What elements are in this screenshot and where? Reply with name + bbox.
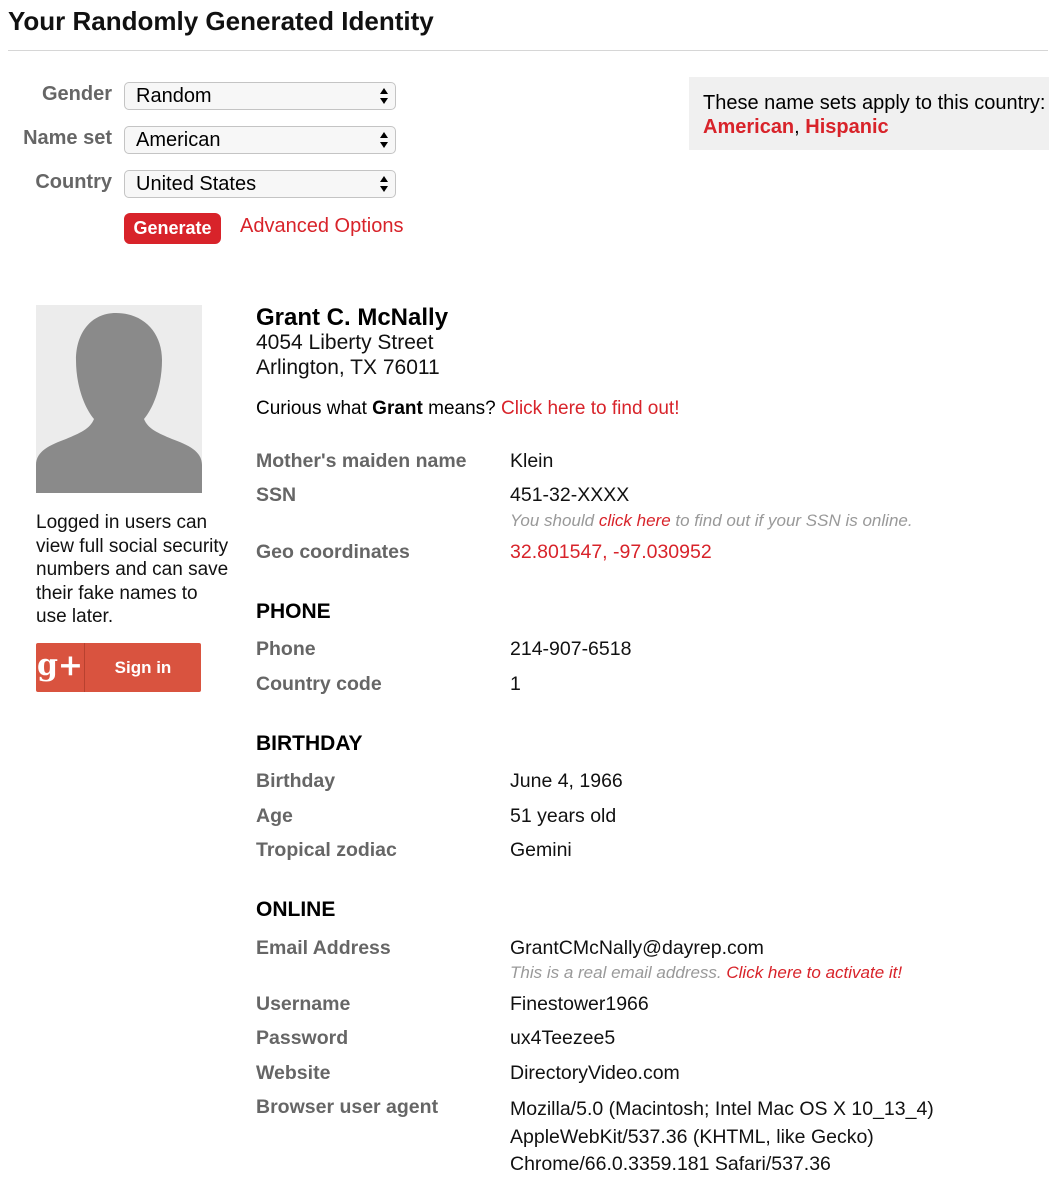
zodiac-value: Gemini (510, 839, 572, 861)
ssn-label: SSN (256, 484, 297, 506)
generate-button[interactable]: Generate (124, 213, 221, 244)
nameset-link-american[interactable]: American (703, 116, 795, 138)
gender-select-value: Random (136, 85, 212, 107)
password-label: Password (256, 1027, 349, 1049)
birthday-label: Birthday (256, 770, 336, 792)
nameset-separator: , (794, 116, 806, 138)
address-city: Arlington, TX 76011 (256, 356, 440, 379)
maiden-name-value: Klein (510, 450, 554, 472)
user-agent-value: Mozilla/5.0 (Macintosh; Intel Mac OS X 10_13_4) AppleWebKit/537.36 (KHTML, like Gecko) Chrome/66.0.3359.181 Safari/537.36 (510, 1098, 934, 1175)
google-signin-button[interactable] (36, 643, 201, 692)
gender-label: Gender (41, 83, 112, 105)
ssn-value: 451-32-XXXX (510, 484, 630, 506)
zodiac-label: Tropical zodiac (256, 839, 397, 861)
ssn-hint-prefix: You should (510, 511, 599, 530)
username-value: Finestower1966 (510, 993, 649, 1015)
birthday-value: June 4, 1966 (510, 770, 623, 792)
updown-arrows-icon (379, 86, 389, 106)
gender-select[interactable] (124, 82, 396, 110)
email-value: GrantCMcNally@dayrep.com (510, 937, 764, 959)
address-street: 4054 Liberty Street (256, 331, 434, 354)
nameset-link-hispanic[interactable]: Hispanic (805, 116, 889, 138)
advanced-options-link[interactable]: Advanced Options (240, 215, 404, 237)
country-namesets-box (689, 77, 1049, 150)
email-activate-link[interactable]: Click here to activate it! (726, 963, 903, 982)
ssn-check-link[interactable]: click here (598, 511, 671, 530)
nameset-select-value: American (136, 129, 221, 151)
phone-heading: PHONE (256, 600, 331, 623)
avatar (36, 305, 202, 493)
website-value: DirectoryVideo.com (510, 1062, 680, 1084)
name-meaning-link[interactable]: Click here to find out! (501, 398, 680, 419)
country-select[interactable] (124, 170, 396, 198)
country-code-label: Country code (256, 673, 382, 695)
username-label: Username (256, 993, 351, 1015)
updown-arrows-icon (379, 174, 389, 194)
silhouette-icon (36, 305, 202, 493)
signin-label: Sign in (114, 658, 172, 677)
curious-prefix: Curious what (256, 398, 373, 419)
nameset-select[interactable] (124, 126, 396, 154)
country-namesets-text: These name sets apply to this country: (703, 92, 1046, 114)
country-code-value: 1 (510, 673, 521, 695)
country-label: Country (35, 171, 112, 193)
title-divider (8, 50, 1048, 51)
user-agent-label: Browser user agent (256, 1096, 439, 1118)
login-note: Logged in users can view full social security numbers and can save their fake names to use later. (36, 512, 229, 627)
curious-first-name: Grant (372, 398, 423, 419)
email-label: Email Address (256, 937, 391, 959)
phone-value: 214-907-6518 (510, 638, 632, 660)
page-title: Your Randomly Generated Identity (8, 6, 434, 36)
website-label: Website (256, 1062, 331, 1084)
name-meaning-line (256, 398, 680, 420)
nameset-label: Name set (23, 127, 112, 149)
curious-suffix: means? (422, 398, 502, 419)
age-value: 51 years old (510, 805, 617, 827)
geo-coordinates-link[interactable]: 32.801547, -97.030952 (510, 541, 712, 563)
age-label: Age (256, 805, 293, 827)
birthday-heading: BIRTHDAY (256, 732, 363, 755)
geo-label: Geo coordinates (256, 541, 410, 563)
identity-name: Grant C. McNally (256, 304, 449, 331)
email-hint-text: This is a real email address. (510, 963, 727, 982)
maiden-name-label: Mother's maiden name (256, 450, 467, 472)
country-select-value: United States (136, 173, 257, 195)
email-hint (510, 963, 902, 983)
ssn-hint-suffix: to find out if your SSN is online. (670, 511, 913, 530)
password-value: ux4Teezee5 (510, 1027, 616, 1049)
updown-arrows-icon (379, 130, 389, 150)
ssn-hint (510, 511, 913, 531)
online-heading: ONLINE (256, 898, 336, 921)
phone-label: Phone (256, 638, 316, 660)
google-plus-icon: g+ (36, 648, 84, 683)
